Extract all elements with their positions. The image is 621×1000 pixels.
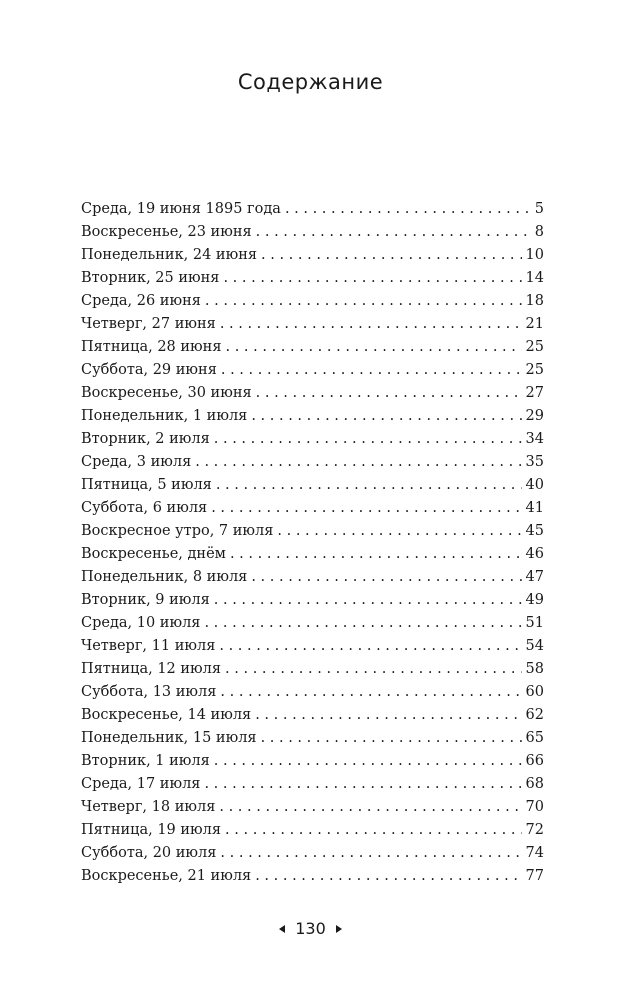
toc-entry	[81, 221, 544, 244]
toc-entry	[81, 796, 544, 819]
toc-entry-page: 40	[525, 477, 544, 493]
toc-dot-leader	[251, 566, 521, 589]
toc-entry-page: 8	[534, 224, 544, 240]
toc-entry-title: Среда, 19 июня 1895 года	[81, 201, 281, 217]
toc-entry-page: 54	[525, 638, 544, 654]
toc-entry-title: Пятница, 19 июля	[81, 822, 222, 838]
toc-entry	[81, 359, 544, 382]
toc-entry-title: Пятница, 12 июля	[81, 661, 222, 677]
toc-entry	[81, 267, 544, 290]
toc-entry-title: Четверг, 18 июля	[81, 799, 216, 815]
toc-entry-title: Понедельник, 15 июля	[81, 730, 257, 746]
toc-entry-page: 14	[525, 270, 544, 286]
triangle-left-icon	[279, 925, 285, 933]
toc-entry-page: 25	[525, 362, 544, 378]
toc-entry-title: Воскресенье, 23 июня	[81, 224, 252, 240]
page-number: 130	[295, 919, 326, 938]
toc-entry-page: 27	[525, 385, 544, 401]
toc-dot-leader	[251, 405, 521, 428]
toc-entry	[81, 635, 544, 658]
toc-dot-leader	[261, 244, 522, 267]
toc-entry-title: Воскресное утро, 7 июля	[81, 523, 274, 539]
toc-dot-leader	[261, 727, 522, 750]
toc-entry-title: Понедельник, 24 июня	[81, 247, 258, 263]
toc-entry-page: 46	[525, 546, 544, 562]
toc-entry-page: 34	[525, 431, 544, 447]
toc-entry-page: 21	[525, 316, 544, 332]
toc-dot-leader	[256, 221, 531, 244]
toc-entry-page: 41	[525, 500, 544, 516]
toc-dot-leader	[195, 451, 521, 474]
toc-entry	[81, 382, 544, 405]
toc-entry	[81, 428, 544, 451]
toc-entry	[81, 520, 544, 543]
toc-entry-page: 51	[525, 615, 544, 631]
toc-entry	[81, 244, 544, 267]
toc-entry-title: Суббота, 13 июля	[81, 684, 217, 700]
toc-entry-title: Четверг, 27 июня	[81, 316, 216, 332]
toc-entry	[81, 198, 544, 221]
toc-entry-title: Среда, 10 июля	[81, 615, 201, 631]
toc-entry-page: 18	[525, 293, 544, 309]
toc-entry	[81, 773, 544, 796]
toc-entry-title: Вторник, 2 июля	[81, 431, 210, 447]
toc-dot-leader	[255, 865, 521, 888]
toc-entry-page: 68	[525, 776, 544, 792]
toc-entry-page: 60	[525, 684, 544, 700]
toc-entry	[81, 290, 544, 313]
toc-entry-title: Пятница, 5 июля	[81, 477, 212, 493]
toc-entry	[81, 704, 544, 727]
toc-dot-leader	[211, 497, 521, 520]
toc-entry	[81, 543, 544, 566]
toc-dot-leader	[204, 773, 521, 796]
toc-entry	[81, 750, 544, 773]
toc-entry	[81, 566, 544, 589]
toc-entry-title: Четверг, 11 июля	[81, 638, 216, 654]
toc-entry	[81, 727, 544, 750]
toc-dot-leader	[225, 658, 522, 681]
toc-entry-page: 25	[525, 339, 544, 355]
toc-entry-title: Воскресенье, 21 июля	[81, 868, 252, 884]
toc-entry-title: Понедельник, 8 июля	[81, 569, 248, 585]
triangle-right-icon	[336, 925, 342, 933]
toc-dot-leader	[230, 543, 522, 566]
toc-dot-leader	[223, 267, 521, 290]
toc-dot-leader	[216, 474, 522, 497]
toc-entry-title: Среда, 3 июля	[81, 454, 192, 470]
toc-dot-leader	[214, 428, 522, 451]
toc-entry-title: Понедельник, 1 июля	[81, 408, 248, 424]
toc-entry	[81, 313, 544, 336]
toc-entry-title: Пятница, 28 июня	[81, 339, 222, 355]
toc-entry	[81, 336, 544, 359]
toc-entry-page: 35	[525, 454, 544, 470]
toc-entry	[81, 497, 544, 520]
toc-entry-page: 62	[525, 707, 544, 723]
toc-entry-title: Среда, 17 июля	[81, 776, 201, 792]
toc-entry-page: 49	[525, 592, 544, 608]
toc-entry-page: 77	[525, 868, 544, 884]
toc-entry	[81, 658, 544, 681]
toc-entry-page: 74	[525, 845, 544, 861]
toc-dot-leader	[205, 290, 522, 313]
toc-dot-leader	[220, 842, 521, 865]
toc-dot-leader	[220, 313, 522, 336]
toc-entry-title: Вторник, 9 июля	[81, 592, 210, 608]
toc-entry-title: Суббота, 6 июля	[81, 500, 208, 516]
toc-entry-title: Вторник, 25 июня	[81, 270, 220, 286]
toc-entry-page: 29	[525, 408, 544, 424]
toc-entry-title: Воскресенье, 14 июля	[81, 707, 252, 723]
toc-entry	[81, 842, 544, 865]
toc-entry-page: 66	[525, 753, 544, 769]
page-title: Содержание	[237, 70, 384, 94]
toc-dot-leader	[226, 336, 522, 359]
toc-entry	[81, 405, 544, 428]
toc-entry	[81, 612, 544, 635]
toc-dot-leader	[277, 520, 521, 543]
toc-dot-leader	[204, 612, 521, 635]
toc-entry-title: Среда, 26 июня	[81, 293, 201, 309]
toc-entry-title: Воскресенье, 30 июня	[81, 385, 252, 401]
toc-dot-leader	[256, 382, 522, 405]
toc-entry-page: 65	[525, 730, 544, 746]
toc-dot-leader	[225, 819, 522, 842]
toc-entry-page: 72	[525, 822, 544, 838]
toc-entry-page: 10	[525, 247, 544, 263]
toc-entry-page: 47	[525, 569, 544, 585]
toc-entry	[81, 474, 544, 497]
toc-dot-leader	[214, 750, 522, 773]
toc-entry	[81, 589, 544, 612]
toc-entry-page: 58	[525, 661, 544, 677]
toc-entry-title: Вторник, 1 июля	[81, 753, 210, 769]
toc-entry	[81, 865, 544, 888]
toc-dot-leader	[221, 359, 522, 382]
toc-dot-leader	[285, 198, 531, 221]
toc-entry-page: 5	[534, 201, 544, 217]
toc-dot-leader	[255, 704, 521, 727]
toc-entry-title: Суббота, 20 июля	[81, 845, 217, 861]
toc-entry	[81, 819, 544, 842]
toc-entry-title: Суббота, 29 июня	[81, 362, 217, 378]
page-number-footer	[0, 919, 621, 938]
toc-dot-leader	[220, 681, 521, 704]
toc-entry	[81, 681, 544, 704]
table-of-contents	[81, 198, 544, 888]
toc-dot-leader	[219, 635, 521, 658]
toc-dot-leader	[219, 796, 521, 819]
toc-entry-page: 70	[525, 799, 544, 815]
toc-entry	[81, 451, 544, 474]
toc-entry-title: Воскресенье, днём	[81, 546, 226, 562]
toc-dot-leader	[214, 589, 522, 612]
toc-entry-page: 45	[525, 523, 544, 539]
